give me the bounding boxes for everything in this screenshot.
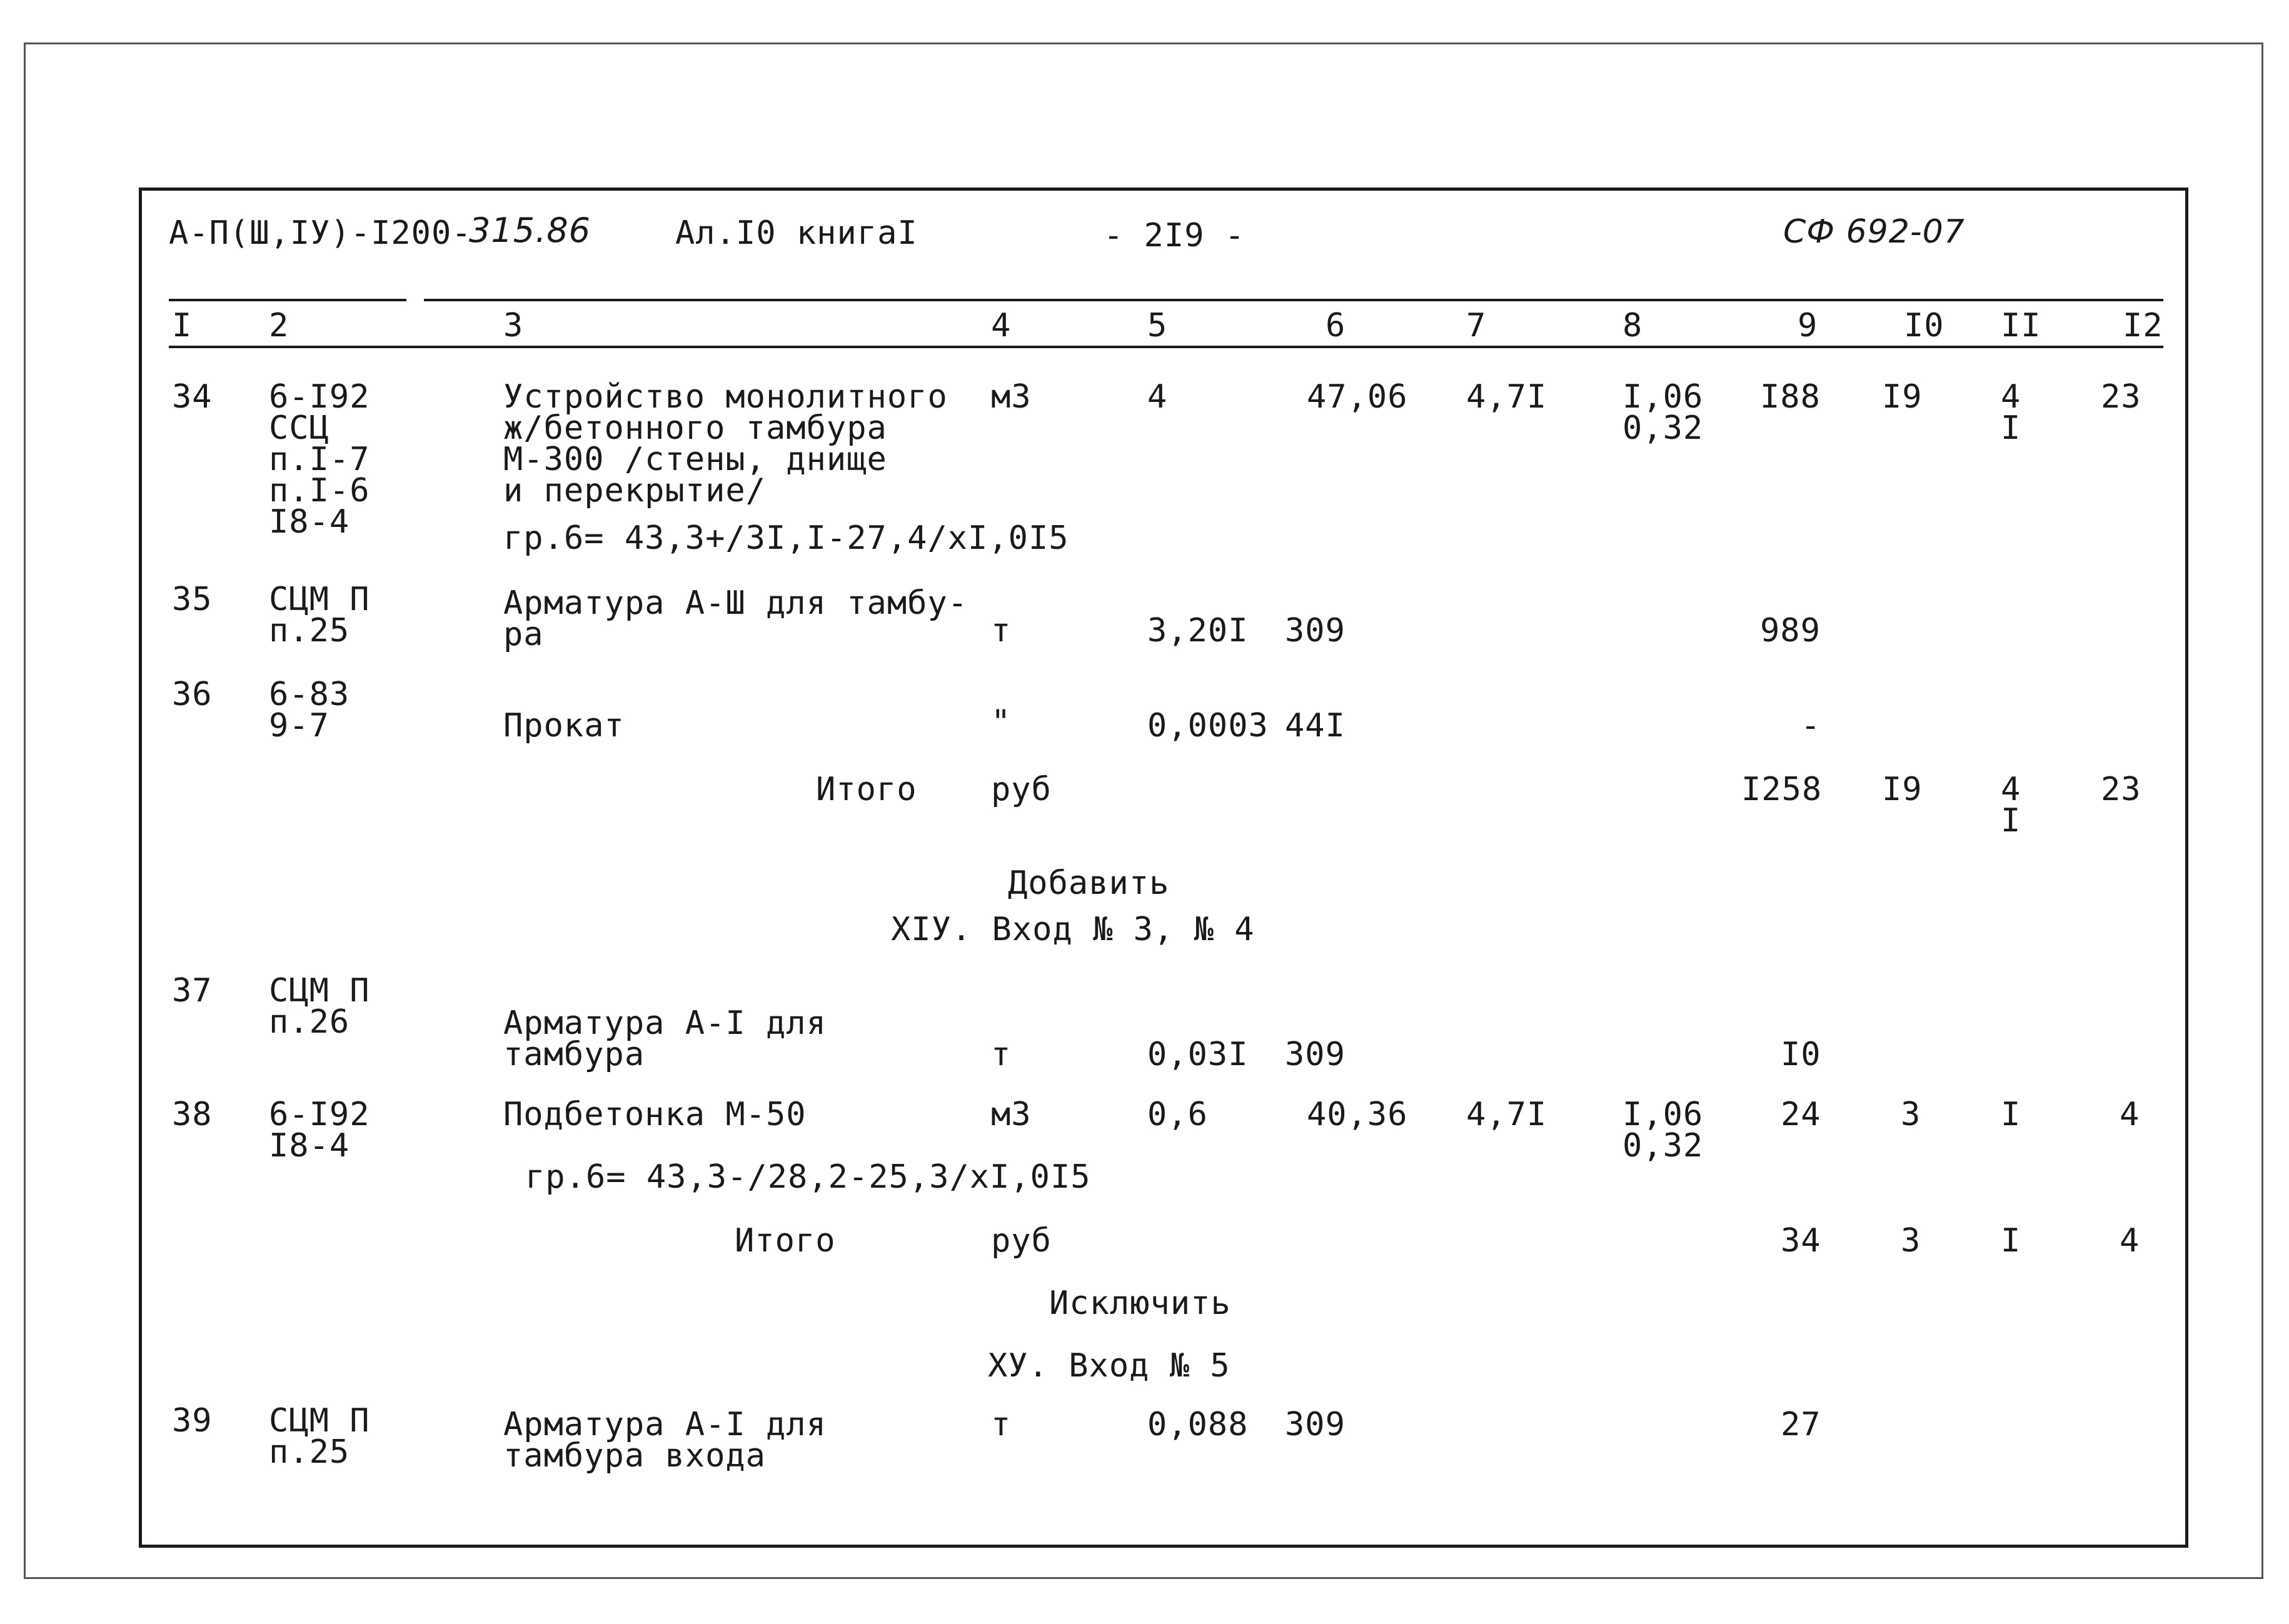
norm-code: ССЦ — [269, 409, 330, 447]
unit: м3 — [991, 378, 1032, 416]
col11-total: I — [2001, 802, 2021, 840]
total-label: Итого — [735, 1222, 836, 1260]
unit: т — [991, 1406, 1012, 1443]
total-label: Итого — [816, 771, 917, 808]
section-title: ХIУ. Вход № 3, № 4 — [891, 911, 1255, 948]
col9-value: I88 — [1760, 378, 1821, 416]
column-header: 8 — [1622, 307, 1643, 344]
unit-price: 40,36 — [1307, 1096, 1408, 1133]
norm-code: СЦМ П — [269, 581, 370, 618]
item-name: и перекрытие/ — [503, 472, 766, 509]
item-name: Подбетонка М-50 — [503, 1096, 807, 1133]
unit-price: 309 — [1285, 612, 1346, 649]
col10-value: 3 — [1901, 1096, 1921, 1133]
section-title: ХУ. Вход № 5 — [988, 1347, 1230, 1385]
row-number: 38 — [172, 1096, 213, 1133]
norm-code: 6-I92 — [269, 1096, 370, 1133]
quantity: 0,03I — [1147, 1036, 1249, 1073]
norm-code: п.25 — [269, 1433, 350, 1471]
row-number: 36 — [172, 676, 213, 713]
column-header-rule — [169, 346, 2163, 348]
norm-code: 6-83 — [269, 676, 350, 713]
column-header: 6 — [1326, 307, 1346, 344]
column-header: 4 — [991, 307, 1012, 344]
unit-price: 309 — [1285, 1036, 1346, 1073]
norm-code: СЦМ П — [269, 972, 370, 1010]
col9-total: 34 — [1781, 1222, 1821, 1260]
unit-price: 47,06 — [1307, 378, 1408, 416]
norm-code: I8-4 — [269, 1127, 350, 1165]
column-header: 9 — [1798, 307, 1818, 344]
unit-price: 44I — [1285, 707, 1346, 744]
norm-code: СЦМ П — [269, 1402, 370, 1440]
column-header: 5 — [1147, 307, 1168, 344]
col8-value: I,06 — [1622, 1096, 1704, 1133]
unit-price: 309 — [1285, 1406, 1346, 1443]
column-header: I2 — [2123, 307, 2163, 344]
item-name: тамбура — [503, 1036, 645, 1073]
document-code-handwritten: 315.86 — [469, 211, 591, 250]
item-name: Прокат — [503, 707, 625, 744]
col9-value: 989 — [1760, 612, 1821, 649]
total-unit: руб — [991, 1222, 1052, 1260]
col12-total: 4 — [2120, 1222, 2140, 1260]
sheet-code: СФ 692-07 — [1783, 213, 1965, 251]
item-name: ж/бетонного тамбура — [503, 409, 887, 447]
section-heading: Исключить — [1049, 1285, 1231, 1322]
row-number: 39 — [172, 1402, 213, 1440]
col10-value: I9 — [1882, 378, 1923, 416]
col11-value: 4 — [2001, 378, 2021, 416]
col9-value: 27 — [1781, 1406, 1821, 1443]
header-rule — [424, 299, 2163, 301]
col12-value: 23 — [2101, 378, 2141, 416]
unit: м3 — [991, 1096, 1032, 1133]
col7-value: 4,7I — [1466, 378, 1547, 416]
norm-code: п.I-6 — [269, 472, 370, 509]
col10-total: I9 — [1882, 771, 1923, 808]
page-number: - 2I9 - — [1104, 217, 1245, 254]
col9-total: I258 — [1741, 771, 1823, 808]
unit: т — [991, 612, 1012, 649]
col9-value: - — [1801, 707, 1821, 744]
column-header: I0 — [1904, 307, 1944, 344]
col11-total: I — [2001, 1222, 2021, 1260]
item-name: ра — [503, 616, 544, 653]
total-unit: руб — [991, 771, 1052, 808]
item-name: тамбура входа — [503, 1437, 766, 1475]
norm-code: п.25 — [269, 612, 350, 649]
norm-code: 6-I92 — [269, 378, 370, 416]
col11-value: I — [2001, 1096, 2021, 1133]
row-number: 37 — [172, 972, 213, 1010]
col8-value: 0,32 — [1622, 1127, 1704, 1165]
row-number: 35 — [172, 581, 213, 618]
col8-value: 0,32 — [1622, 409, 1704, 447]
col9-value: I0 — [1781, 1036, 1821, 1073]
col11-value: I — [2001, 409, 2021, 447]
row-number: 34 — [172, 378, 213, 416]
norm-code: I8-4 — [269, 503, 350, 541]
document-code: А-П(Ш,IУ)-I200- — [169, 214, 472, 252]
calculation-note: гр.6= 43,3+/3I,I-27,4/хI,0I5 — [503, 519, 1069, 557]
column-header: 3 — [503, 307, 524, 344]
unit: " — [991, 703, 1012, 741]
norm-code: п.I-7 — [269, 441, 370, 478]
column-header: 7 — [1466, 307, 1487, 344]
item-name: Устройство монолитного — [503, 378, 948, 416]
quantity: 4 — [1147, 378, 1168, 416]
col11-total: 4 — [2001, 771, 2021, 808]
norm-code: 9-7 — [269, 707, 330, 744]
quantity: 0,088 — [1147, 1406, 1249, 1443]
header-rule-left — [169, 299, 406, 301]
quantity: 3,20I — [1147, 612, 1249, 649]
column-header: 2 — [269, 307, 289, 344]
col8-value: I,06 — [1622, 378, 1704, 416]
norm-code: п.26 — [269, 1003, 350, 1041]
col10-total: 3 — [1901, 1222, 1921, 1260]
col7-value: 4,7I — [1466, 1096, 1547, 1133]
quantity: 0,0003 — [1147, 707, 1269, 744]
column-header: I — [172, 307, 193, 344]
unit: т — [991, 1036, 1012, 1073]
item-name: М-300 /стены, днище — [503, 441, 887, 478]
column-header: II — [2001, 307, 2041, 344]
item-name: Арматура А-I для — [503, 1005, 827, 1042]
item-name: Арматура А-I для — [503, 1406, 827, 1443]
col9-value: 24 — [1781, 1096, 1821, 1133]
quantity: 0,6 — [1147, 1096, 1208, 1133]
item-name: Арматура А-Ш для тамбу- — [503, 584, 968, 622]
calculation-note: гр.6= 43,3-/28,2-25,3/хI,0I5 — [525, 1158, 1091, 1196]
col12-total: 23 — [2101, 771, 2141, 808]
album-label: Ал.I0 книгаI — [675, 214, 918, 252]
section-heading: Добавить — [1008, 865, 1170, 902]
col12-value: 4 — [2120, 1096, 2140, 1133]
